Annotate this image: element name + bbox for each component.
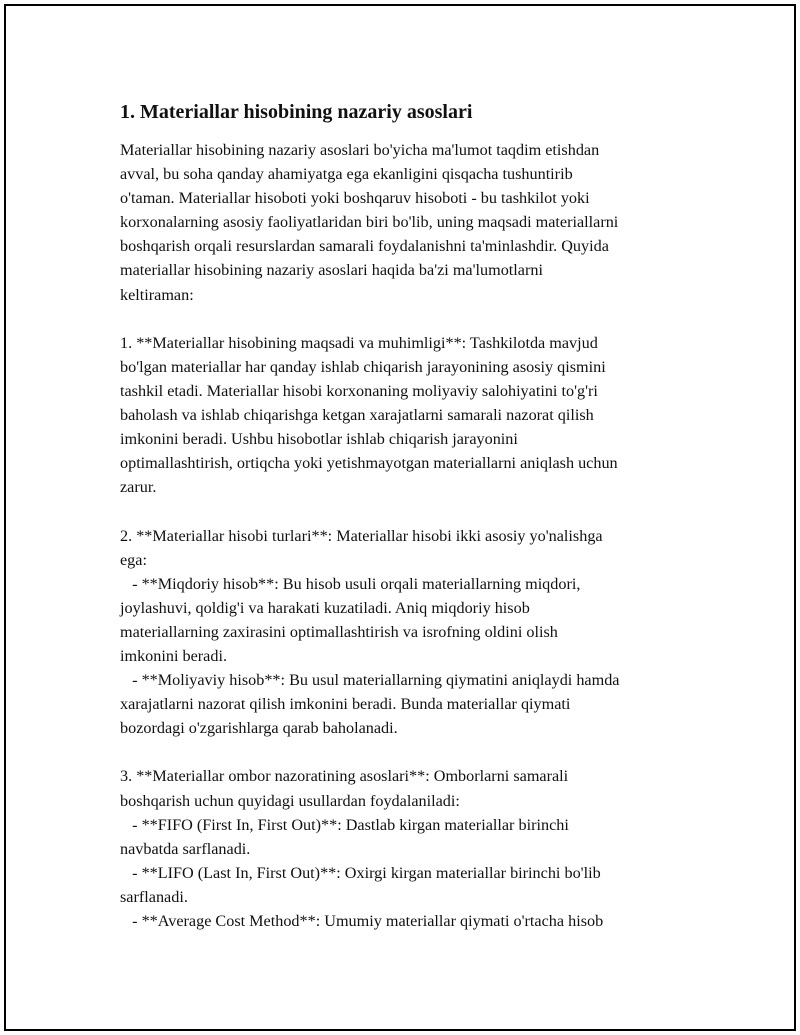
text-line: boshqarish orqali resurslardan samarali foydalanishni ta'minlashdir. Quyida [120,237,609,256]
text-line: o'taman. Materiallar hisoboti yoki boshqaruv hisoboti - bu tashkilot yoki [120,189,590,208]
text-line: ega: [120,550,147,569]
paragraph-gap [120,740,700,764]
text-line: keltiraman: [120,285,194,304]
text-line: optimallashtirish, ortiqcha yoki yetishmayotgan materiallarni aniqlash uchun [120,454,618,473]
text-line: - **LIFO (Last In, First Out)**: Oxirgi kirgan materiallar birinchi bo'lib [120,863,601,882]
text-line: imkonini beradi. [120,646,227,665]
text-line: zarur. [120,478,157,497]
text-line: - **FIFO (First In, First Out)**: Dastlab kirgan materiallar birinchi [120,815,569,834]
text-line: boshqarish uchun quyidagi usullardan foydalaniladi: [120,791,460,810]
text-line: 1. **Materiallar hisobining maqsadi va muhimligi**: Tashkilotda mavjud [120,333,598,352]
paragraph-gap [120,307,700,331]
paragraph-gap [120,499,700,523]
text-line: avval, bu soha qanday ahamiyatga ega ekanligini qisqacha tushuntirib [120,165,573,184]
text-line: Materiallar hisobining nazariy asoslari bo'yicha ma'lumot taqdim etishdan [120,141,600,159]
text-line: - **Miqdoriy hisob**: Bu hisob usuli orqali materiallarning miqdori, [120,574,581,593]
text-line: tashkil etadi. Materiallar hisobi korxonaning moliyaviy salohiyatini to'g'ri [120,381,598,400]
document-body [120,138,700,933]
text-line: navbatda sarflanadi. [120,839,251,858]
text-line: sarflanadi. [120,887,188,906]
text-line: 3. **Materiallar ombor nazoratining asoslari**: Omborlarni samarali [120,767,569,786]
text-line: xarajatlarni nazorat qilish imkonini beradi. Bunda materiallar qiymati [120,695,571,714]
section-heading: 1. Materiallar hisobining nazariy asoslari [120,101,473,123]
text-line: bozordagi o'zgarishlarga qarab baholanadi. [120,719,398,738]
document-page [4,4,796,1031]
text-line: imkonini beradi. Ushbu hisobotlar ishlab chiqarish jarayonini [120,430,518,449]
document-content [120,99,700,933]
text-line: 2. **Materiallar hisobi turlari**: Materiallar hisobi ikki asosiy yo'nalishga [120,526,603,545]
text-line: - **Moliyaviy hisob**: Bu usul materiallarning qiymatini aniqlaydi hamda [120,671,620,690]
text-line: - **Average Cost Method**: Umumiy materiallar qiymati o'rtacha hisob [120,912,604,930]
text-line: joylashuvi, qoldig'i va harakati kuzatiladi. Aniq miqdoriy hisob [120,598,530,617]
text-line: korxonalarning asosiy faoliyatlaridan biri bo'lib, uning maqsadi materiallarni [120,213,619,232]
text-line: materiallarning zaxirasini optimallashtirish va isrofning oldini olish [120,622,558,641]
text-line: materiallar hisobining nazariy asoslari haqida ba'zi ma'lumotlarni [120,261,543,280]
text-line: baholash va ishlab chiqarishga ketgan xarajatlarni samarali nazorat qilish [120,406,594,425]
text-line: bo'lgan materiallar har qanday ishlab chiqarish jarayonining asosiy qismini [120,357,606,376]
